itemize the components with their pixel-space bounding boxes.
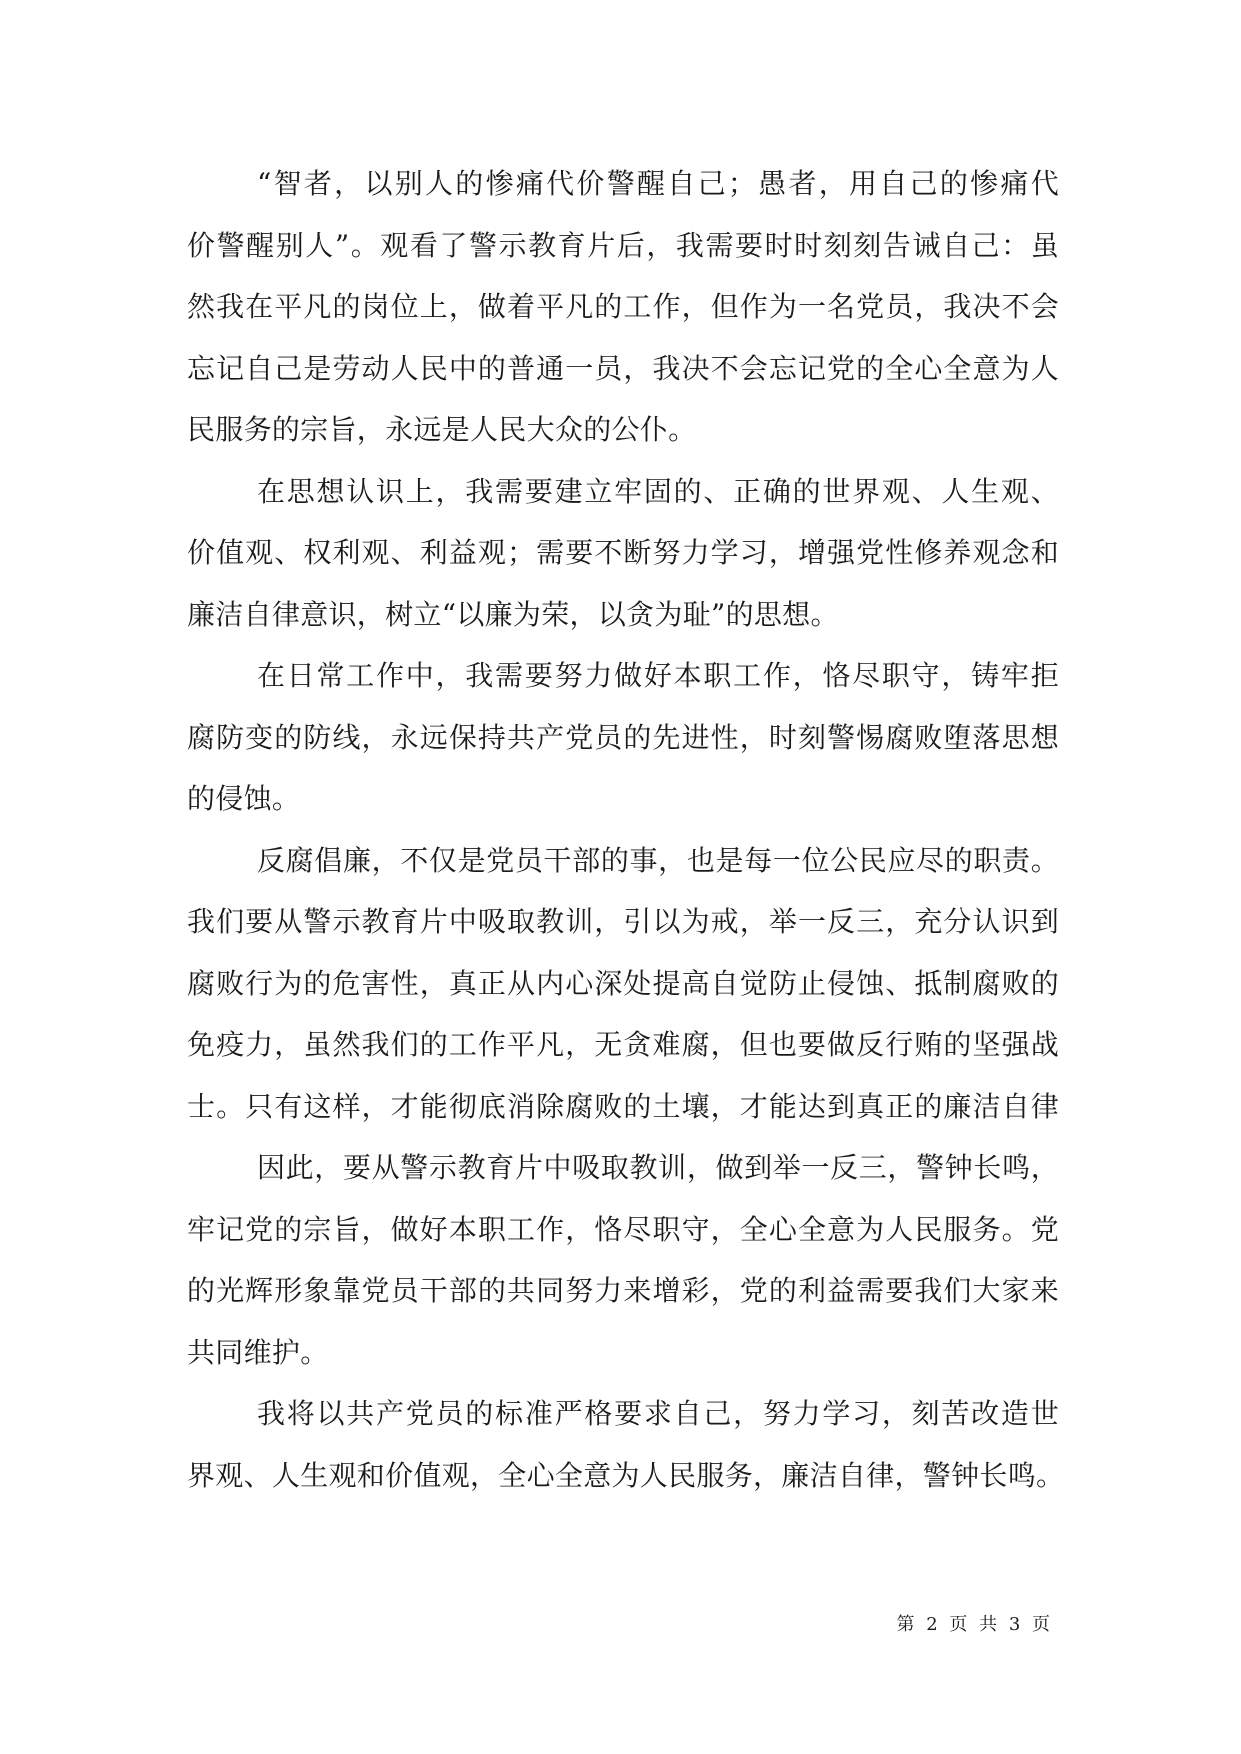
text-line: 的侵蚀。 — [187, 782, 301, 815]
text-line: 价值观、权利观、利益观；需要不断努力学习，增强党性修养观念和 — [187, 536, 1059, 569]
text-line: 反腐倡廉，不仅是党员干部的事，也是每一位公民应尽的职责。 — [257, 843, 1059, 877]
text-line: 共同维护。 — [187, 1335, 329, 1369]
text-line: 牢记党的宗旨，做好本职工作，恪尽职守，全心全意为人民服务。党 — [187, 1212, 1059, 1246]
text-line: 在日常工作中，我需要努力做好本职工作，恪尽职守，铸牢拒 — [257, 659, 1059, 692]
text-line: 士。只有这样，才能彻底消除腐败的土壤，才能达到真正的廉洁自律 — [187, 1089, 1059, 1123]
text-line: 价警醒别人”。观看了警示教育片后，我需要时时刻刻告诫自己：虽 — [187, 228, 1059, 262]
text-line: 然我在平凡的岗位上，做着平凡的工作，但作为一名党员，我决不会 — [187, 290, 1059, 323]
text-line: 民服务的宗旨，永远是人民大众的公仆。 — [187, 413, 697, 446]
text-line: 忘记自己是劳动人民中的普通一员，我决不会忘记党的全心全意为人 — [187, 351, 1059, 385]
page-number-footer: 第 2 页 共 3 页 — [896, 1614, 1053, 1635]
text-line: 腐败行为的危害性，真正从内心深处提高自觉防止侵蚀、抵制腐败的 — [187, 966, 1059, 1000]
text-line: 我们要从警示教育片中吸取教训，引以为戒，举一反三，充分认识到 — [187, 905, 1059, 938]
text-line: 的光辉形象靠党员干部的共同努力来增彩，党的利益需要我们大家来 — [187, 1274, 1059, 1307]
text-line: 廉洁自律意识，树立“以廉为荣，以贪为耻”的思想。 — [187, 597, 839, 631]
body-text — [187, 153, 1065, 1506]
text-line: 界观、人生观和价值观，全心全意为人民服务，廉洁自律，警钟长鸣。 — [187, 1458, 1065, 1492]
text-line: 免疫力，虽然我们的工作平凡，无贪难腐，但也要做反行贿的坚强战 — [187, 1028, 1059, 1061]
text-line: “智者，以别人的惨痛代价警醒自己；愚者，用自己的惨痛代 — [257, 167, 1059, 200]
text-line: 腐防变的防线，永远保持共产党员的先进性，时刻警惕腐败堕落思想 — [187, 720, 1059, 754]
text-line: 因此，要从警示教育片中吸取教训，做到举一反三，警钟长鸣， — [257, 1151, 1059, 1184]
text-line: 在思想认识上，我需要建立牢固的、正确的世界观、人生观、 — [257, 474, 1059, 508]
text-line: 我将以共产党员的标准严格要求自己，努力学习，刻苦改造世 — [257, 1397, 1059, 1430]
